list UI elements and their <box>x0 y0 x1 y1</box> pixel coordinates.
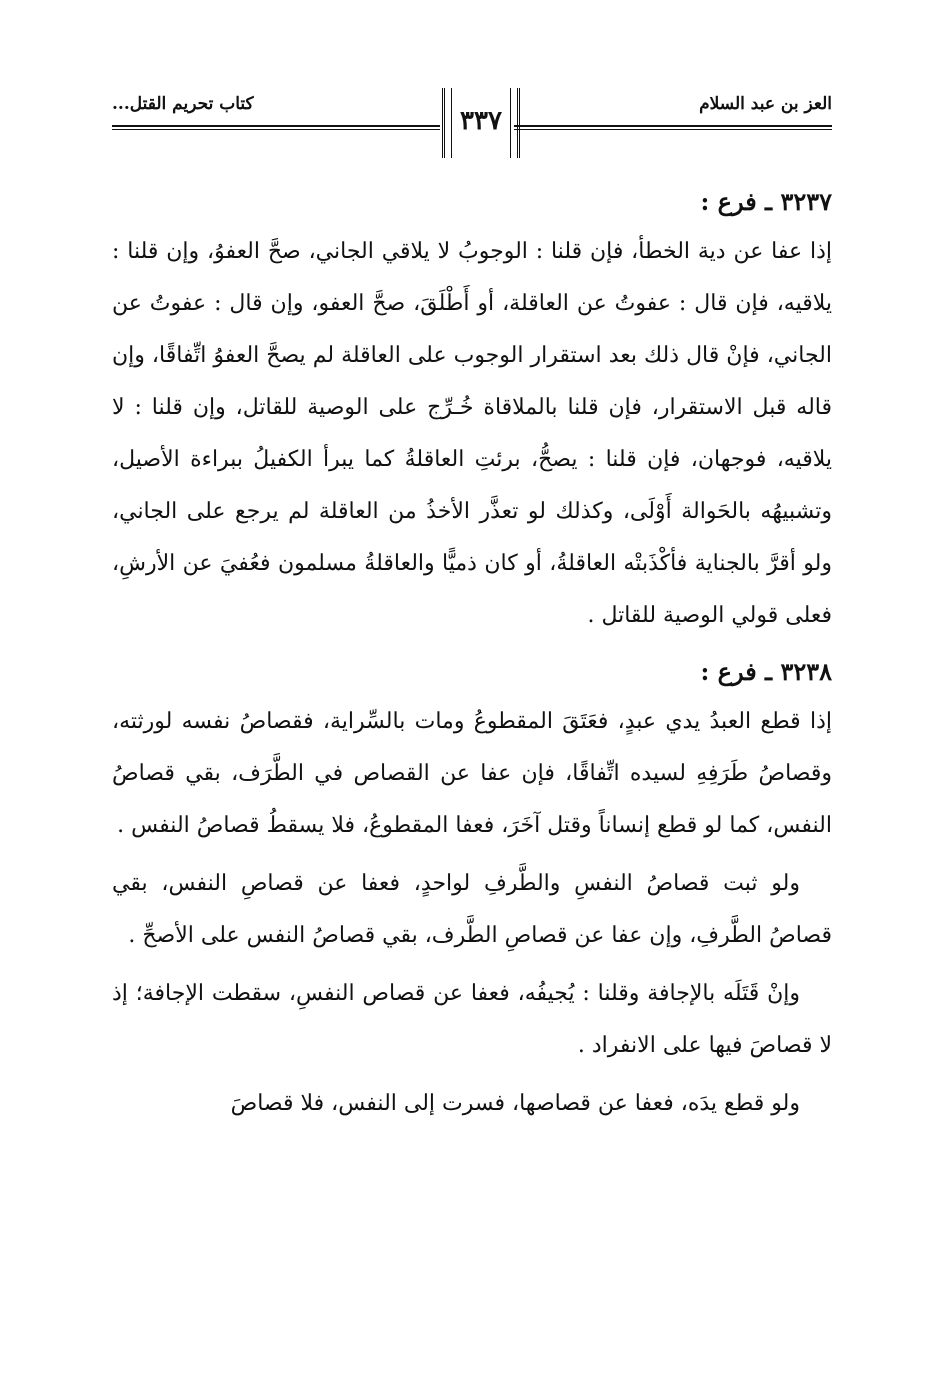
page-body <box>112 178 832 1136</box>
running-header <box>112 88 832 160</box>
paragraph: وإنْ قَتَلَه بالإجافة وقلنا : يُجيفُه، فعفا عن قصاص النفسِ، سقطت الإجافة؛ إذ لا قصاصَ فيها على الانفراد . <box>112 981 832 1058</box>
paragraph: إذا عفا عن دية الخطأ، فإن قلنا : الوجوبُ لا يلاقي الجاني، صحَّ العفوُ، وإن قلنا : يلاقيه، فإن قال : عفوتُ عن العاقلة، أو أَطْلَقَ، صحَّ العفو، وإن قال : عفوتُ عن الجاني، فإنْ قال ذلك بعد استقرار الوجوب على العاقلة لم يصحَّ العفوُ اتِّفاقًا، وإن قاله قبل الاستقرار، فإن قلنا بالملاقاة خُـرِّج على الوصية للقاتل، وإن قلنا : لا يلاقيه، فوجهان، فإن قلنا : يصحُّ، برئتِ العاقلةُ كما يبرأ الكفيلُ ببراءة الأصيل، وتشبيهُه بالحَوالة أَوْلَى، وكذلك لو تعذَّر الأخذُ من العاقلة لم يرجع على الجاني، ولو أقرَّ بالجناية فأكْذَبتْه العاقلةُ، أو كان ذميًّا والعاقلةُ مسلمون فعُفيَ عن الأرشِ، فعلى قولي الوصية للقاتل . <box>112 239 832 628</box>
page-number-frame <box>442 88 520 158</box>
paragraph: ولو ثبت قصاصُ النفسِ والطَّرفِ لواحدٍ، فعفا عن قصاصِ النفس، بقي قصاصُ الطَّرفِ، وإن عفا عن قصاصِ الطَّرف، بقي قصاصُ النفس على الأصحِّ . <box>112 871 832 948</box>
header-rule-left <box>112 125 440 130</box>
section-heading: ٣٢٣٧ ـ فرع : <box>700 187 832 216</box>
section-heading: ٣٢٣٨ ـ فرع : <box>700 657 832 686</box>
paragraph: ولو قطع يدَه، فعفا عن قصاصها، فسرت إلى النفس، فلا قصاصَ <box>230 1091 800 1116</box>
paragraph: إذا قطع العبدُ يدي عبدٍ، فعَتَقَ المقطوعُ ومات بالسِّراية، فقصاصُ نفسه لورثته، وقصاصُ طَرَفِهِ لسيده اتِّفاقًا، فإن عفا عن القصاص في الطَّرَف، بقي قصاصُ النفس، كما لو قطع إنساناً وقتل آخَرَ، فعفا المقطوعُ، فلا يسقطُ قصاصُ النفس . <box>112 709 832 838</box>
header-author: العز بن عبد السلام <box>699 94 832 114</box>
header-book-title: كتاب تحريم القتل... <box>112 94 254 114</box>
page-number: ٣٣٧ <box>460 106 502 136</box>
header-rule-right <box>514 125 832 130</box>
